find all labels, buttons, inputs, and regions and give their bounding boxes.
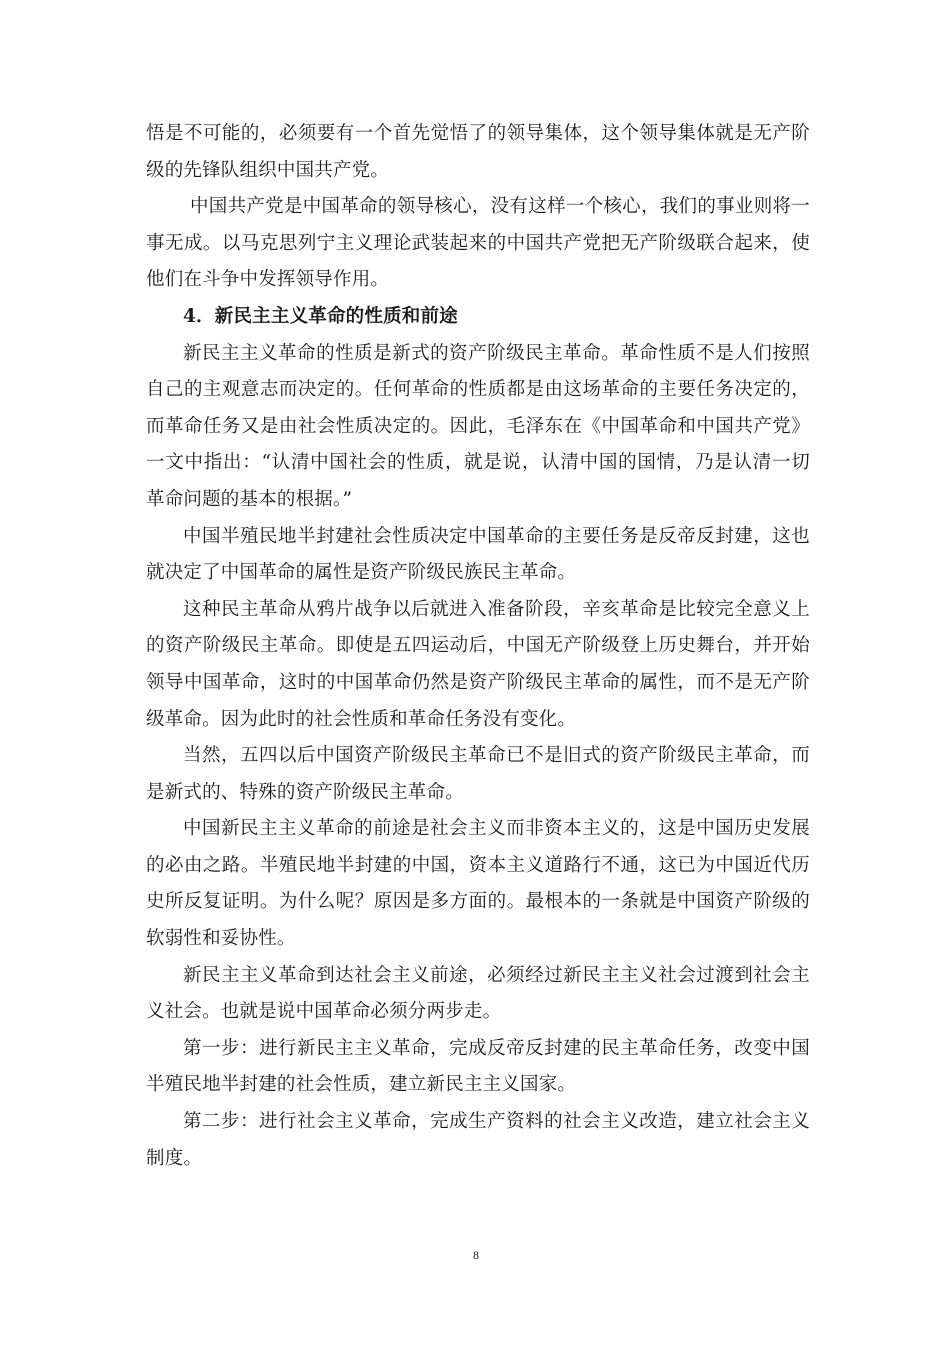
paragraph-new-style: 当然，五四以后中国资产阶级民主革命已不是旧式的资产阶级民主革命，而是新式的、特殊的资产阶级民主革命。 [146, 745, 810, 803]
paragraph-step-two: 第二步：进行社会主义革命，完成生产资料的社会主义改造，建立社会主义制度。 [146, 1111, 810, 1169]
paragraph-future: 中国新民主主义革命的前途是社会主义而非资本主义的，这是中国历史发展的必由之路。半殖民地半封建的中国，资本主义道路行不通，这已为中国近代历史所反复证明。为什么呢？原因是多方面的。最根本的一条就是中国资产阶级的软弱性和妥协性。 [146, 818, 810, 950]
paragraph-nature: 新民主主义革命的性质是新式的资产阶级民主革命。革命性质不是人们按照自己的主观意志而决定的。任何革命的性质都是由这场革命的主要任务决定的，而革命任务又是由社会性质决定的。因此，毛泽东在《中国革命和中国共产党》一文中指出：“认清中国社会的性质，就是说，认清中国的国情，乃是认清一切革命问题的基本的根据。” [146, 342, 810, 510]
document-body [146, 116, 810, 1177]
paragraph-two-steps: 新民主主义革命到达社会主义前途，必须经过新民主主义社会过渡到社会主义社会。也就是说中国革命必须分两步走。 [146, 964, 810, 1023]
paragraph-step-one: 第一步：进行新民主主义革命，完成反帝反封建的民主革命任务，改变中国半殖民地半封建的社会性质，建立新民主主义国家。 [146, 1037, 810, 1096]
section-heading: 4．新民主主义革命的性质和前途 [183, 305, 458, 327]
page-number: 8 [473, 1248, 479, 1262]
paragraph-party-core: 中国共产党是中国革命的领导核心，没有这样一个核心，我们的事业则将一事无成。以马克思列宁主义理论武装起来的中国共产党把无产阶级联合起来，使他们在斗争中发挥领导作用。 [146, 196, 810, 291]
paragraph-history: 这种民主革命从鸦片战争以后就进入准备阶段，辛亥革命是比较完全意义上的资产阶级民主革命。即使是五四运动后，中国无产阶级登上历史舞台，并开始领导中国革命，这时的中国革命仍然是资产阶级民主革命的属性，而不是无产阶级革命。因为此时的社会性质和革命任务没有变化。 [146, 598, 810, 730]
paragraph-continued: 悟是不可能的，必须要有一个首先觉悟了的领导集体，这个领导集体就是无产阶级的先锋队组织中国共产党。 [146, 123, 810, 181]
paragraph-main-task: 中国半殖民地半封建社会性质决定中国革命的主要任务是反帝反封建，这也就决定了中国革命的属性是资产阶级民族民主革命。 [146, 525, 810, 584]
